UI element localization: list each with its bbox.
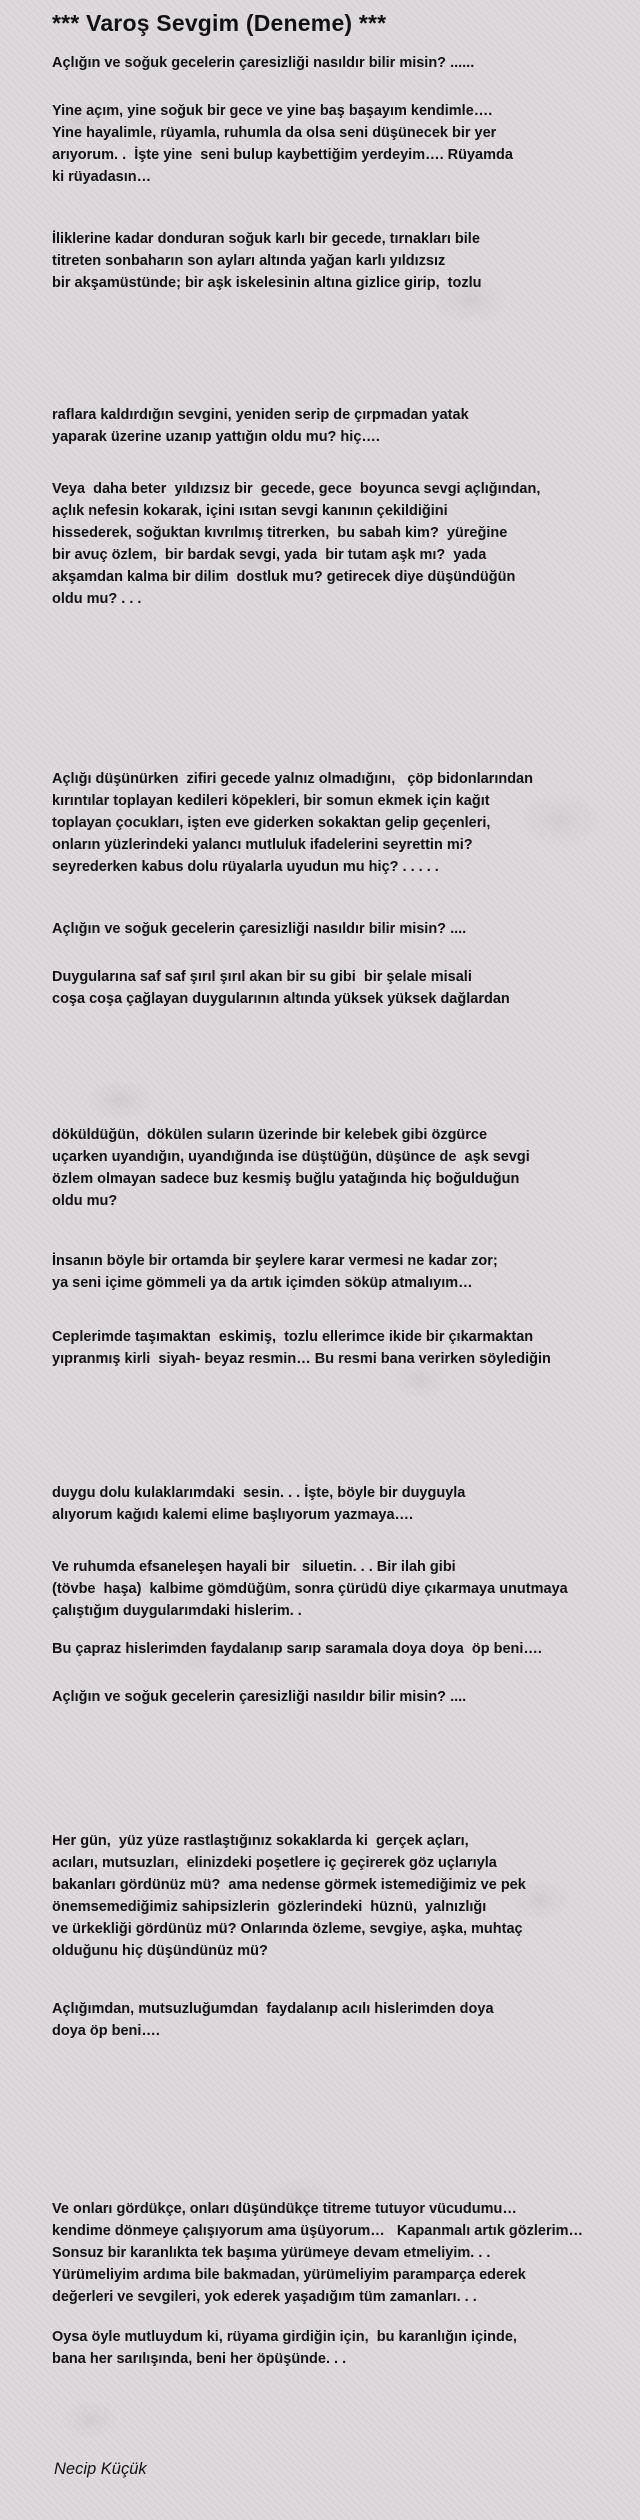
paragraph-15: Açlığın ve soğuk gecelerin çaresizliği nasıldır bilir misin? ....: [52, 1689, 467, 1705]
paragraph-8: Duygularına saf saf şırıl şırıl akan bir su gibi bir şelale misali coşa coşa çağlayan duygularının altında yüksek yüksek dağlardan: [52, 969, 510, 1007]
page-title: *** Varoş Sevgim (Deneme) ***: [52, 10, 387, 36]
paragraph-7: Açlığın ve soğuk gecelerin çaresizliği nasıldır bilir misin? ....: [52, 921, 467, 937]
paragraph-14: Bu çapraz hislerimden faydalanıp sarıp saramala doya doya öp beni….: [52, 1641, 542, 1657]
paragraph-18: Ve onları gördükçe, onları düşündükçe titreme tutuyor vücudumu… kendime dönmeye çalışıyorum ama üşüyorum… Kapanmalı artık gözlerim… Sonsuz bir karanlıkta tek başıma yürümeye devam etmeliyim. . . Yürümeliyim ardıma bile bakmadan, yürümeliyim paramparça ederek değerleri ve sevgileri, yok ederek yaşadığım tüm zamanları. . .: [52, 2201, 584, 2305]
paragraph-13: Ve ruhumda efsaneleşen hayali bir siluetin. . . Bir ilah gibi (tövbe haşa) kalbime gömdüğüm, sonra çürüdü diye çıkarmaya unutmaya çalıştığım duygularımdaki hislerim. .: [52, 1559, 568, 1619]
paragraph-4: raflara kaldırdığın sevgini, yeniden serip de çırpmadan yatak yaparak üzerine uzanıp yattığın oldu mu? hiç….: [52, 407, 469, 445]
paragraph-1: Açlığın ve soğuk gecelerin çaresizliği nasıldır bilir misin? ......: [52, 55, 475, 71]
paragraph-11: Ceplerimde taşımaktan eskimiş, tozlu ellerimce ikide bir çıkarmaktan yıpranmış kirli siyah- beyaz resmin… Bu resmi bana verirken söylediğin: [52, 1329, 551, 1367]
paragraph-10: İnsanın böyle bir ortamda bir şeylere karar vermesi ne kadar zor; ya seni içime gömmeli ya da artık içimden söküp atmalıyım…: [52, 1253, 498, 1291]
paragraph-2: Yine açım, yine soğuk bir gece ve yine baş başayım kendimle…. Yine hayalimle, rüyamla, ruhumla da olsa seni düşünecek bir yer arıyorum. . İşte yine seni bulup kaybettiğim yerdeyim…. Rüyamda ki rüyadasın…: [52, 103, 513, 185]
paragraph-6: Açlığı düşünürken zifiri gecede yalnız olmadığını, çöp bidonlarından kırıntılar toplayan kedileri köpekleri, bir somun ekmek için kağıt toplayan çocukları, işten eve giderken sokaktan gelip geçenleri, onların yüzlerindeki yalancı mutluluk ifadelerini seyrettin mi? seyrederken kabus dolu rüyalarla uyudun mu hiç? . . . . .: [52, 771, 533, 875]
paragraph-5: Veya daha beter yıldızsız bir gecede, gece boyunca sevgi açlığından, açlık nefesin kokarak, içini ısıtan sevgi kanının çekildiğini hissederek, soğuktan kıvrılmış titrerken, bu sabah kim? yüreğine bir avuç özlem, bir bardak sevgi, yada bir tutam aşk mı? yada akşamdan kalma bir dilim dostluk mu? getirecek diye düşündüğün oldu mu? . . .: [52, 481, 541, 607]
paragraph-9: döküldüğün, dökülen suların üzerinde bir kelebek gibi özgürce uçarken uyandığın, uyandığında ise düştüğün, düşünce de aşk sevgi özlem olmayan sadece buz kesmiş buğlu yatağında hiç boğulduğun oldu mu?: [52, 1127, 530, 1209]
paragraph-3: İliklerine kadar donduran soğuk karlı bir gecede, tırnakları bile titreten sonbaharın son ayları altında yağan karlı yıldızsız bir akşamüstünde; bir aşk iskelesinin altına gizlice girip, tozlu: [52, 231, 482, 291]
author-signature: Necip Küçük: [54, 2460, 147, 2478]
paragraph-12: duygu dolu kulaklarımdaki sesin. . . İşte, böyle bir duyguyla alıyorum kağıdı kalemi elime başlıyorum yazmaya….: [52, 1485, 466, 1523]
paragraph-19: Oysa öyle mutluydum ki, rüyama girdiğin için, bu karanlığın içinde, bana her sarılışında, beni her öpüşünde. . .: [52, 2329, 517, 2367]
paragraph-16: Her gün, yüz yüze rastlaştığınız sokaklarda ki gerçek açları, acıları, mutsuzları, elinizdeki poşetlere iç geçirerek göz uçlarıyla bakanları gördünüz mü? ama nedense görmek istemediğimiz ve pek önemsemediğimiz sahipsizlerin gözlerindeki hüznü, yalnızlığı ve ürkekliği gördünüz mü? Onlarında özleme, sevgiye, aşka, muhtaç olduğunu hiç düşündünüz mü?: [52, 1833, 526, 1959]
paragraph-17: Açlığımdan, mutsuzluğumdan faydalanıp acılı hislerimden doya doya öp beni….: [52, 2001, 494, 2039]
